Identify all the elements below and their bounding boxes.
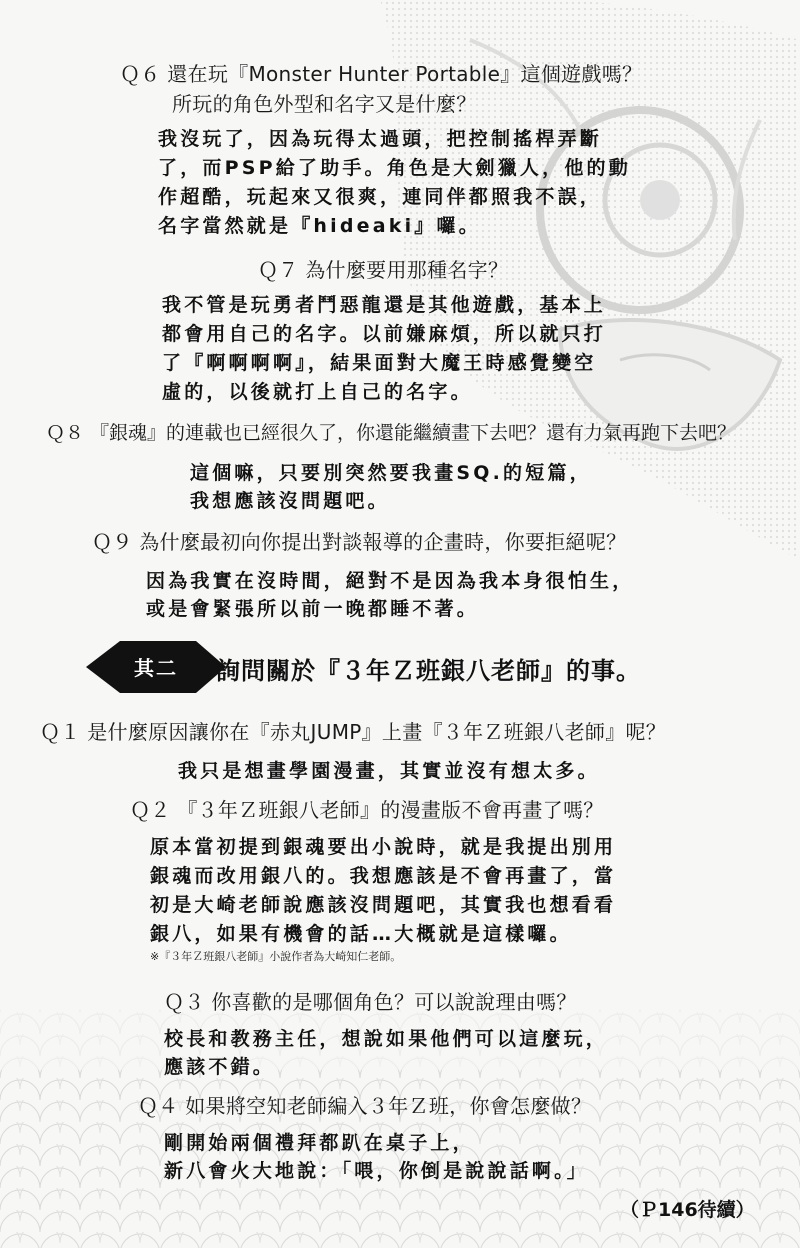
section-header [86, 641, 706, 693]
question2-q4: Ｑ４ 如果將空知老師編入３年Ｚ班，你會怎麼做？ [138, 1094, 592, 1118]
question2-q1: Ｑ１ 是什麼原因讓你在『赤丸JUMP』上畫『３年Ｚ班銀八老師』呢？ [40, 720, 667, 744]
footnote: ※『３年Ｚ班銀八老師』小說作者為大崎知仁老師。 [150, 950, 402, 963]
answer2-q2-line1: 原本當初提到銀魂要出小說時，就是我提出別用 [150, 836, 617, 858]
answer-q9-line2: 或是會緊張所以前一晚都睡不著。 [146, 598, 480, 620]
question-q6-line2: 所玩的角色外型和名字又是什麼？ [172, 92, 477, 116]
answer-q8-line1: 這個嘛，只要別突然要我畫SQ.的短篇， [190, 462, 592, 484]
answer-q8-line2: 我想應該沒問題吧。 [190, 490, 390, 512]
answer2-q2-line2: 銀魂而改用銀八的。我想應該是不會再畫了，當 [150, 865, 617, 887]
question2-q3: Ｑ３ 你喜歡的是哪個角色？可以說說理由嗎？ [164, 990, 577, 1014]
answer-q7-line3: 了『啊啊啊啊』，結果面對大魔王時感覺變空 [162, 352, 597, 374]
question-q9: Ｑ９ 為什麼最初向你提出對談報導的企畫時，你要拒絕呢？ [92, 530, 627, 554]
question2-q2: Ｑ２ 『３年Ｚ班銀八老師』的漫畫版不會再畫了嗎？ [130, 798, 604, 822]
section-badge-label: 其二 [134, 656, 178, 680]
answer2-q1: 我只是想畫學園漫畫，其實並沒有想太多。 [178, 760, 600, 782]
question-q7: Ｑ７ 為什麼要用那種名字？ [258, 258, 509, 282]
question-q8: Ｑ８ 『銀魂』的連載也已經很久了，你還能繼續畫下去吧？還有力氣再跑下去吧？ [46, 422, 737, 444]
section-title: 詢問關於『３年Ｚ班銀八老師』的事。 [216, 657, 641, 685]
answer-q9-line1: 因為我實在沒時間，絕對不是因為我本身很怕生， [146, 570, 635, 592]
answer-q7-line2: 都會用自己的名字。以前嫌麻煩，所以就只打 [162, 323, 607, 345]
answer2-q2-line4: 銀八，如果有機會的話…大概就是這樣囉。 [150, 923, 572, 945]
answer2-q3-line2: 應該不錯。 [164, 1056, 276, 1078]
continuation-note: （Ｐ146待續） [620, 1199, 755, 1221]
answer-q6-line3: 作超酷，玩起來又很爽，連同伴都照我不誤， [158, 186, 603, 208]
answer-q7-line1: 我不管是玩勇者鬥惡龍還是其他遊戲，基本上 [162, 294, 607, 316]
answer-q6-line1: 我沒玩了，因為玩得太過頭，把控制搖桿弄斷 [158, 128, 603, 150]
answer2-q3-line1: 校長和教務主任，想說如果他們可以這麼玩， [164, 1028, 609, 1050]
answer2-q4-line2: 新八會火大地說：「喂，你倒是說說話啊。」 [164, 1160, 590, 1182]
answer-q6-line2: 了，而PSP給了助手。角色是大劍獵人，他的動 [158, 157, 631, 179]
answer2-q2-line3: 初是大崎老師說應該沒問題吧，其實我也想看看 [150, 894, 617, 916]
question-q6-line1: Ｑ６ 還在玩『Monster Hunter Portable』這個遊戲嗎？ [120, 62, 643, 86]
answer-q7-line4: 虛的，以後就打上自己的名字。 [162, 381, 473, 403]
answer-q6-line4: 名字當然就是『hideaki』囉。 [158, 215, 481, 237]
answer2-q4-line1: 剛開始兩個禮拜都趴在桌子上， [164, 1132, 475, 1154]
